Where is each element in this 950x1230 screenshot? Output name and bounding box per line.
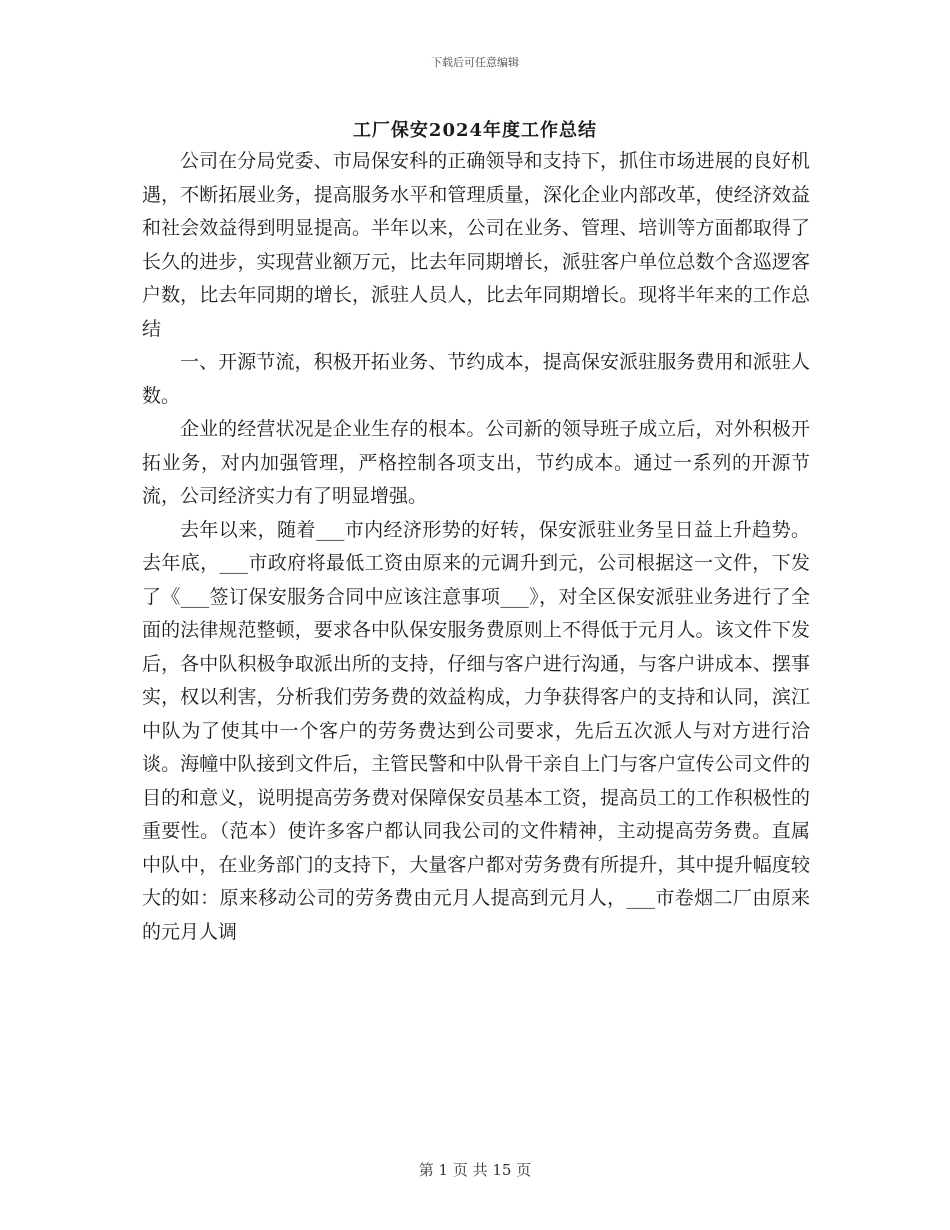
paragraph-business-status: 企业的经营状况是企业生存的根本。公司新的领导班子成立后，对外积极开拓业务，对内加强管理，严格控制各项支出，节约成本。通过一系列的开源节流，公司经济实力有了明显增强。 xyxy=(142,418,810,507)
document-title: 工厂保安2024年度工作总结 xyxy=(352,120,598,141)
paragraph-fee-adjustment: 去年以来，随着___市内经济形势的好转，保安派驻业务呈日益上升趋势。去年底，___市政府将最低工资由原来的元调升到元，公司根据这一文件，下发了《___签订保安服务合同中应该注意事项___》，对全区保安派驻业务进行了全面的法律规范整顿，要求各中队保安服务费原则上不得低于元月人。该文件下发后，各中队积极争取派出所的支持，仔细与客户进行沟通，与客户讲成本、摆事实，权以利害，分析我们劳务费的效益构成，力争获得客户的支持和认同，滨江中队为了使其中一个客户的劳务费达到公司要求，先后五次派人与对方进行洽谈。海幢中队接到文件后，主管民警和中队骨干亲自上门与客户宣传公司文件的目的和意义，说明提高劳务费对保障保安员基本工资，提高员工的工作积极性的重要性。（范本）使许多客户都认同我公司的文件精神，主动提高劳务费。直属中队中，在业务部门的支持下，大量客户都对劳务费有所提升，其中提升幅度较大的如：原来移动公司的劳务费由元月人提高到元月人，___市卷烟二厂由原来的元月人调 xyxy=(142,518,810,943)
document-body xyxy=(142,145,810,949)
download-note: 下载后可任意编辑 xyxy=(431,56,519,69)
paragraph-section-heading: 一、开源节流，积极开拓业务、节约成本，提高保安派驻服务费用和派驻人数。 xyxy=(142,351,810,407)
paragraph-intro: 公司在分局党委、市局保安科的正确领导和支持下，抓住市场进展的良好机遇，不断拓展业务，提高服务水平和管理质量，深化企业内部改革，使经济效益和社会效益得到明显提高。半年以来，公司在业务、管理、培训等方面都取得了长久的进步，实现营业额万元，比去年同期增长，派驻客户单位总数个含巡逻客户数，比去年同期的增长，派驻人员人，比去年同期增长。现将半年来的工作总结 xyxy=(142,150,810,340)
page-number: 第 1 页 共 15 页 xyxy=(418,1161,532,1179)
